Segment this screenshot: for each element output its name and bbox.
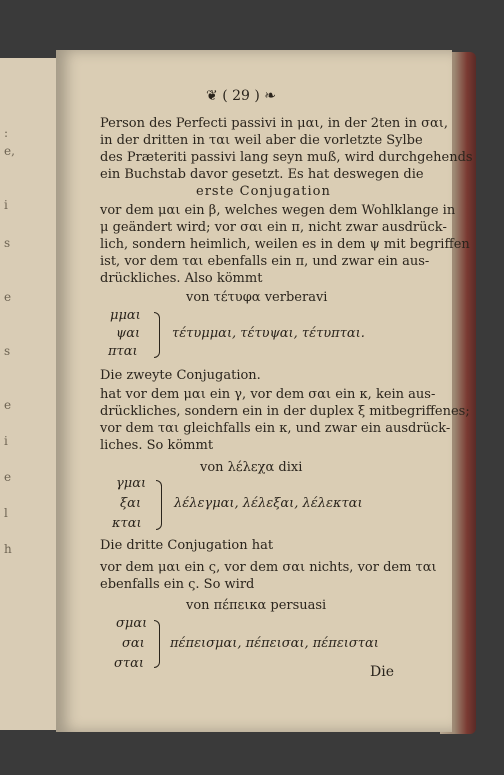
text-line: hat vor dem μαι ein γ, vor dem σαι ein κ, kein aus-	[100, 387, 436, 402]
book-page	[56, 50, 473, 732]
text-line: ist, vor dem ται ebenfalls ein π, und zwar ein aus-	[100, 254, 430, 269]
conjugation-heading	[100, 538, 273, 553]
margin-mark: s	[4, 344, 11, 358]
right-ornament: ❧	[259, 88, 277, 104]
verb-source: von πέπεικα persuasi	[186, 598, 327, 613]
ending: ξαι	[120, 496, 142, 511]
verb-source: von λέλεχα dixi	[200, 460, 303, 475]
text-line: vor dem μαι ein β, welches wegen dem Wohlklange in	[100, 203, 456, 218]
conjugation-heading: erste Conjugation	[196, 184, 331, 199]
text-line: lich, sondern heimlich, weilen es in dem ψ mit begriffen	[100, 237, 470, 252]
verb-source: von τέτυφα verberavi	[186, 290, 328, 305]
margin-mark: e	[4, 398, 12, 412]
margin-mark: e,	[4, 144, 15, 158]
text-line: in der dritten in ται weil aber die vorletzte Sylbe	[100, 133, 423, 148]
ending: σμαι	[116, 616, 148, 631]
ending: σται	[114, 656, 144, 671]
brace	[154, 312, 160, 358]
text-line: vor dem μαι ein ς, vor dem σαι nichts, vor dem ται	[100, 560, 437, 575]
margin-mark: e	[4, 470, 12, 484]
margin-mark: s	[4, 236, 11, 250]
verb-forms: τέτυμμαι, τέτυψαι, τέτυπται.	[172, 326, 365, 341]
heading-text: Die zweyte Conjugation.	[100, 368, 261, 383]
heading-text: Die dritte Conjugation hat	[100, 538, 274, 553]
left-page-fragment	[0, 58, 58, 730]
catchword: Die	[370, 664, 394, 680]
margin-mark: h	[4, 542, 12, 556]
margin-mark: i	[4, 198, 8, 212]
text-line: vor dem ται gleichfalls ein κ, und zwar ein ausdrück-	[100, 421, 451, 436]
ending: γμαι	[116, 476, 147, 491]
text-line: ein Buchstab davor gesetzt. Es hat deswegen die	[100, 167, 424, 182]
ending: ψαι	[116, 326, 141, 341]
brace	[154, 620, 160, 668]
ending: πται	[108, 344, 138, 359]
page-number: ( 29 )	[222, 88, 260, 104]
verb-forms: πέπεισμαι, πέπεισαι, πέπεισται	[170, 636, 379, 651]
brace	[156, 480, 162, 530]
text-line: des Præteriti passivi lang seyn muß, wird durchgehends	[100, 150, 473, 165]
text-line: ebenfalls ein ς. So wird	[100, 577, 255, 592]
text-line: μ geändert wird; vor σαι ein π, nicht zwar ausdrück-	[100, 220, 447, 235]
conjugation-heading	[100, 368, 261, 383]
left-ornament: ❦	[206, 88, 223, 104]
margin-mark: :	[4, 126, 9, 140]
margin-mark: e	[4, 290, 12, 304]
ending: μμαι	[110, 308, 141, 323]
margin-mark: i	[4, 434, 8, 448]
text-line: Person des Perfecti passivi in μαι, in der 2ten in σαι,	[100, 116, 448, 131]
margin-mark: l	[4, 506, 8, 520]
ending: κται	[112, 516, 142, 531]
text-line: drückliches. Also kömmt	[100, 271, 263, 286]
ending: σαι	[122, 636, 145, 651]
verb-forms: λέλεγμαι, λέλεξαι, λέλεκται	[174, 496, 363, 511]
text-line: liches. So kömmt	[100, 438, 214, 453]
page-header	[206, 88, 276, 104]
text-line: drückliches, sondern ein in der duplex ξ mitbegriffenes;	[100, 404, 470, 419]
